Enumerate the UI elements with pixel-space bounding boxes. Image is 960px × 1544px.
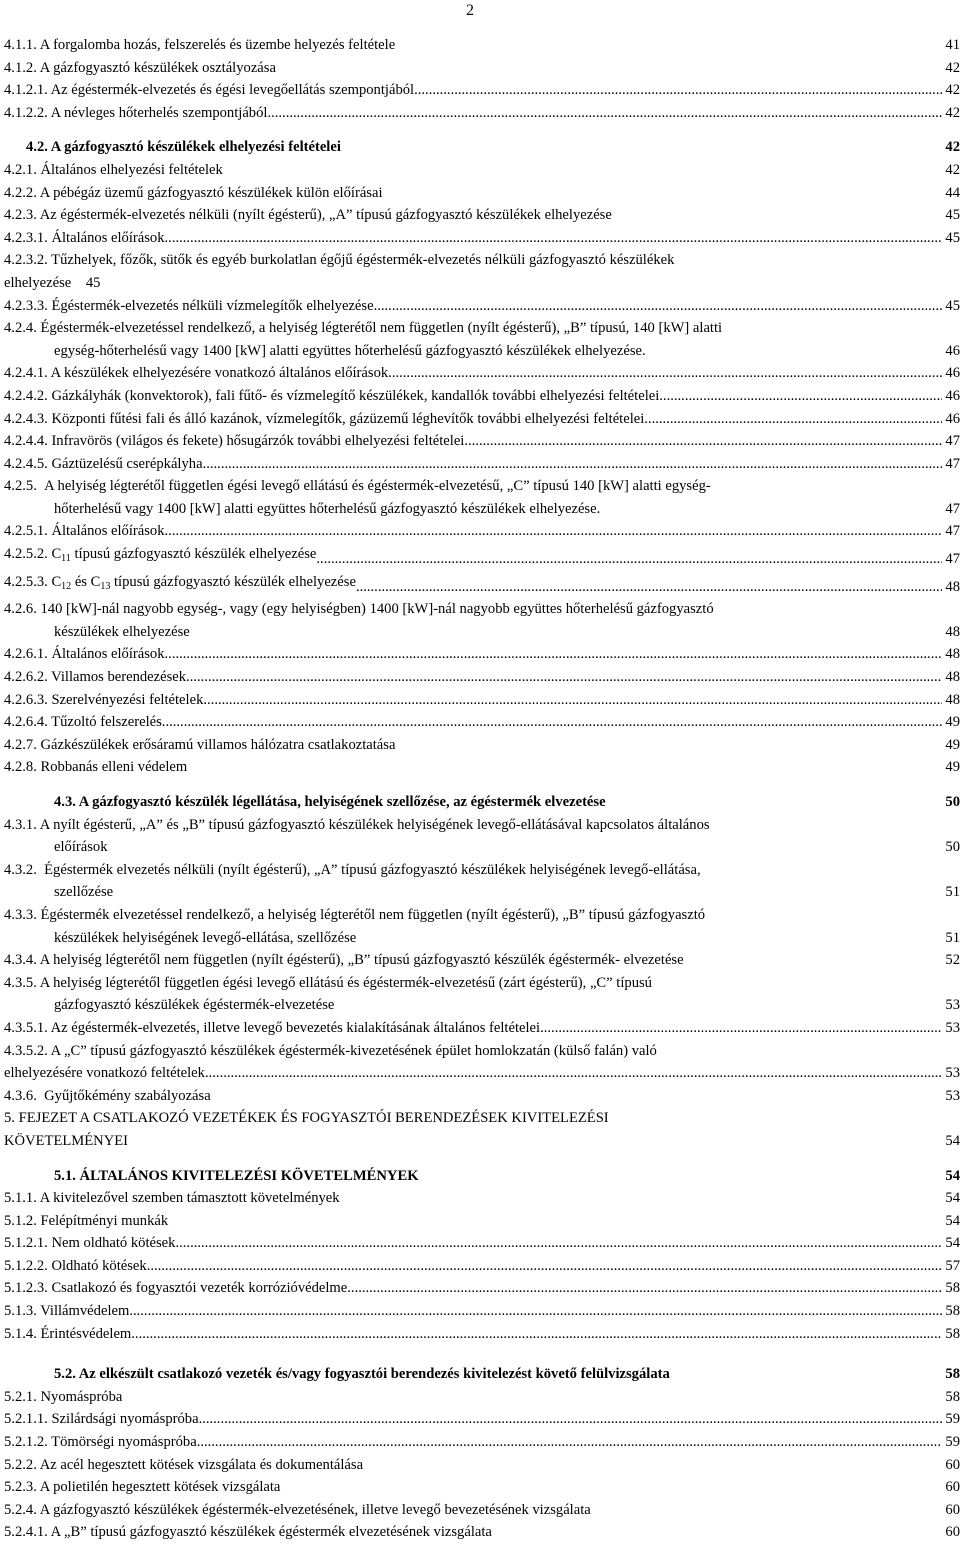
toc-entry-4-3-5-1[interactable] bbox=[4, 1017, 960, 1040]
toc-page: 49 bbox=[945, 759, 960, 776]
toc-entry-4-3-3[interactable] bbox=[4, 904, 960, 949]
dot-leader bbox=[659, 385, 942, 408]
toc-entry-5-2-4[interactable] bbox=[4, 1499, 960, 1522]
dot-leader bbox=[203, 453, 943, 476]
toc-heading-4-2[interactable] bbox=[4, 136, 960, 159]
toc-title: típusú gázfogyasztó készülék elhelyezése bbox=[110, 573, 356, 590]
dot-leader bbox=[129, 1300, 942, 1323]
toc-page: 53 bbox=[945, 1019, 960, 1036]
toc-page: 46 bbox=[945, 342, 960, 359]
toc-page: 42 bbox=[945, 161, 960, 178]
toc-number: 4.2.2. bbox=[4, 184, 37, 201]
toc-page: 58 bbox=[945, 1303, 960, 1320]
toc-number: 4.2.4. bbox=[4, 320, 37, 337]
toc-title: Gázkészülékek erősáramú villamos hálózatra csatlakoztatása bbox=[40, 736, 396, 753]
toc-number: 5.2.1.1. bbox=[4, 1411, 48, 1428]
toc-title: A készülékek elhelyezésére vonatkozó általános előírások bbox=[50, 365, 389, 382]
toc-entry-4-2-3-3[interactable] bbox=[4, 295, 960, 318]
dot-leader bbox=[347, 1277, 942, 1300]
toc-page: 50 bbox=[945, 794, 960, 810]
toc-title: A polietilén hegesztett kötések vizsgálata bbox=[39, 1479, 281, 1496]
toc-entry-4-2-8[interactable] bbox=[4, 756, 960, 779]
toc-page: 53 bbox=[945, 1087, 960, 1104]
toc-page: 47 bbox=[945, 500, 960, 517]
toc-title: A „B” típusú gázfogyasztó készülékek égéstermék elvezetésének vizsgálata bbox=[50, 1524, 492, 1541]
toc-page: 58 bbox=[945, 1325, 960, 1342]
toc-title-cont: elhelyezésére vonatkozó feltételek bbox=[4, 1065, 205, 1082]
toc-page: 54 bbox=[945, 1212, 960, 1229]
toc-number: 4.3.2. bbox=[4, 861, 37, 878]
dot-leader bbox=[267, 102, 942, 125]
toc-title: Égéstermék-elvezetés nélküli vízmelegítők elhelyezése bbox=[51, 297, 374, 314]
toc-title: A helyiség légterétől független égési levegő ellátású és égéstermék-elvezetésű (zárt égésterű), „C” típusú bbox=[39, 974, 652, 991]
dot-leader bbox=[374, 295, 943, 318]
dot-leader bbox=[165, 643, 943, 666]
toc-page: 58 bbox=[945, 1388, 960, 1405]
toc-number: 4.2.6.4. bbox=[4, 714, 48, 731]
toc-number: 4.2.8. bbox=[4, 759, 37, 776]
toc-number: 5.2.4.1. bbox=[4, 1524, 48, 1541]
toc-title: Az elkészült csatlakozó vezeték és/vagy fogyasztói berendezés kivitelezést követő felülvizsgálata bbox=[78, 1366, 670, 1383]
toc-number: 4.2.4.2. bbox=[4, 387, 48, 404]
toc-title: Villámvédelem bbox=[40, 1303, 130, 1320]
toc-number: 4.2.4.5. bbox=[4, 455, 48, 472]
toc-page: 47 bbox=[945, 523, 960, 540]
toc-number: 4.1.2. bbox=[4, 59, 37, 76]
toc-title: típusú gázfogyasztó készülék elhelyezése bbox=[70, 546, 317, 563]
toc-page: 45 bbox=[945, 229, 960, 246]
toc-heading-5-2[interactable] bbox=[4, 1363, 960, 1386]
toc-page: 45 bbox=[945, 297, 960, 314]
toc-entry-4-3-1[interactable] bbox=[4, 814, 960, 859]
toc-heading-4-3[interactable] bbox=[4, 791, 960, 814]
toc-entry-4-2-5-1[interactable] bbox=[4, 520, 960, 543]
dot-leader bbox=[197, 1431, 943, 1454]
toc-page: 52 bbox=[945, 952, 960, 969]
toc-page: 53 bbox=[945, 997, 960, 1014]
toc-number: 5.2.1. bbox=[4, 1388, 37, 1405]
toc-entry-4-2-6-2[interactable] bbox=[4, 666, 960, 689]
toc-page: 50 bbox=[945, 839, 960, 856]
toc-entry-4-2-1[interactable] bbox=[4, 159, 960, 182]
toc-number: 4.3. bbox=[54, 794, 76, 810]
dot-leader bbox=[131, 1323, 942, 1346]
toc-entry-4-2-4-4[interactable] bbox=[4, 430, 960, 453]
toc-entry-5-2-1[interactable] bbox=[4, 1386, 960, 1409]
toc-page: 54 bbox=[945, 1132, 960, 1149]
toc-page: 41 bbox=[945, 37, 960, 53]
toc-title: Szerelvényezési feltételek bbox=[51, 691, 204, 708]
toc-number: 4.2.5.3. bbox=[4, 573, 48, 590]
toc-page: 47 bbox=[945, 551, 960, 568]
toc-entry-4-2-4[interactable] bbox=[4, 317, 960, 362]
toc-page: 49 bbox=[945, 736, 960, 753]
toc-title: A helyiség légterétől független égési levegő ellátású és égéstermék-elvezetésű, „C” típusú 140 [kW] alatti egység- bbox=[44, 478, 711, 495]
toc-title: Gáztüzelésű cserépkályha bbox=[51, 455, 203, 472]
toc-title: Érintésvédelem bbox=[40, 1325, 132, 1342]
toc-page: 51 bbox=[945, 929, 960, 946]
toc-title: Égéstermék-elvezetéssel rendelkező, a helyiség légterétől nem független (nyílt égésterű), „B” típusú, 140 [kW] alatti bbox=[40, 320, 723, 337]
dot-leader bbox=[186, 666, 942, 689]
subscript: 11 bbox=[61, 553, 71, 565]
dot-leader bbox=[644, 408, 942, 431]
toc-page: 58 bbox=[945, 1366, 960, 1383]
toc-title: A gázfogyasztó készülékek osztályozása bbox=[39, 59, 276, 76]
toc-entry-5-1-2-3[interactable] bbox=[4, 1277, 960, 1300]
toc-number: 5.2.3. bbox=[4, 1479, 37, 1496]
toc-page: 60 bbox=[945, 1524, 960, 1541]
toc-title: 140 [kW]-nál nagyobb egység-, vagy (egy helyiségben) 1400 [kW]-nál nagyobb együttes hőterhelésű gázfogyasztó bbox=[40, 601, 714, 618]
toc-entry-5-1-2-1[interactable] bbox=[4, 1232, 960, 1255]
toc-entry-5-1-4[interactable] bbox=[4, 1323, 960, 1346]
toc-page: 49 bbox=[945, 714, 960, 731]
toc-entry-4-3-5[interactable] bbox=[4, 972, 960, 1017]
toc-page: 59 bbox=[945, 1411, 960, 1428]
toc-title: A helyiség légterétől nem független (nyílt égésterű), „B” típusú gázfogyasztó készülék égéstermék- elvezetése bbox=[39, 952, 684, 969]
toc-entry-4-3-6[interactable] bbox=[4, 1085, 960, 1108]
toc-title-cont: gázfogyasztó készülékek égéstermék-elvezetése bbox=[54, 997, 335, 1014]
toc-title: Robbanás elleni védelem bbox=[40, 759, 188, 776]
toc-number: 4.2.3. bbox=[4, 207, 37, 224]
dot-leader bbox=[540, 1017, 942, 1040]
toc-page: 58 bbox=[945, 1280, 960, 1297]
toc-page: 60 bbox=[945, 1479, 960, 1496]
toc-page: 45 bbox=[85, 274, 101, 291]
toc-title-cont: hőterhelésű vagy 1400 [kW] alatti együttes hőterhelésű gázfogyasztó készülékek elhelyezése. bbox=[54, 500, 601, 517]
toc-title: C bbox=[51, 573, 62, 590]
toc-title: Felépítményi munkák bbox=[40, 1212, 169, 1229]
dot-leader bbox=[464, 430, 942, 453]
dot-leader bbox=[205, 1062, 942, 1085]
toc-title: Csatlakozó és fogyasztói vezeték korrózióvédelme bbox=[51, 1280, 348, 1297]
toc-number: 5.1.3. bbox=[4, 1303, 37, 1320]
toc-page: 48 bbox=[945, 669, 960, 686]
toc-number: 4.2.1. bbox=[4, 161, 37, 178]
dot-leader bbox=[316, 548, 942, 571]
toc-entry-4-2-4-3[interactable] bbox=[4, 408, 960, 431]
toc-title: A gázfogyasztó készülékek elhelyezési feltételei bbox=[50, 139, 341, 156]
dot-leader bbox=[147, 1255, 943, 1278]
toc-entry-5-2-1-2[interactable] bbox=[4, 1431, 960, 1454]
toc-page: 51 bbox=[945, 884, 960, 901]
toc-entry-5-2-3[interactable] bbox=[4, 1476, 960, 1499]
toc-entry-4-3-4[interactable] bbox=[4, 949, 960, 972]
toc-title: A kivitelezővel szemben támasztott követelmények bbox=[39, 1190, 340, 1207]
toc-entry-4-2-3-1[interactable] bbox=[4, 227, 960, 250]
toc-entry-4-3-5-2[interactable] bbox=[4, 1040, 960, 1085]
toc-title-cont: készülékek elhelyezése bbox=[54, 623, 190, 640]
toc-entry-4-3-2[interactable] bbox=[4, 859, 960, 904]
toc-number: 4.2.5. bbox=[4, 478, 37, 495]
toc-number: 4.2.4.3. bbox=[4, 410, 48, 427]
toc-number: 4.1.2.2. bbox=[4, 104, 48, 121]
toc-number: 4.2.5.1. bbox=[4, 523, 48, 540]
table-of-contents bbox=[4, 34, 960, 1544]
toc-title: A gázfogyasztó készülékek égéstermék-elvezetésének, illetve levegő bevezetésének vizsgálata bbox=[39, 1501, 591, 1518]
toc-title: Általános elhelyezési feltételek bbox=[40, 161, 223, 178]
toc-title: Égéstermék elvezetéssel rendelkező, a helyiség légterétől nem független (nyílt égésterű), „B” típusú gázfogyasztó bbox=[40, 906, 706, 923]
toc-title-cont: KÖVETELMÉNYEI bbox=[4, 1132, 129, 1149]
toc-page: 46 bbox=[945, 365, 960, 382]
dot-leader bbox=[356, 576, 942, 599]
toc-number: 5.2.2. bbox=[4, 1456, 37, 1473]
toc-number: 4.1.1. bbox=[4, 37, 37, 53]
toc-title: Gázkályhák (konvektorok), fali fűtő- és vízmelegítő készülékek, kandallók további elhelyezési feltételei bbox=[51, 387, 660, 404]
toc-page: 42 bbox=[945, 104, 960, 121]
toc-number: 5.1.2. bbox=[4, 1212, 37, 1229]
toc-number: 4.3.4. bbox=[4, 952, 37, 969]
toc-number: 4.2.6.2. bbox=[4, 669, 48, 686]
toc-page: 57 bbox=[945, 1257, 960, 1274]
toc-page: 42 bbox=[945, 59, 960, 76]
toc-page: 48 bbox=[945, 623, 960, 640]
toc-title: C bbox=[51, 546, 62, 563]
toc-title: A „C” típusú gázfogyasztó készülékek égéstermék-kivezetésének épület homlokzatán (külső falán) való bbox=[50, 1042, 657, 1059]
page-number: 2 bbox=[466, 2, 474, 19]
toc-title: A névleges hőterhelés szempontjából bbox=[50, 104, 268, 121]
toc-entry-4-2-4-1[interactable] bbox=[4, 362, 960, 385]
toc-entry-4-2-3[interactable] bbox=[4, 204, 960, 227]
toc-number: 4.2.5.2. bbox=[4, 546, 48, 563]
toc-number: 4.3.5. bbox=[4, 974, 37, 991]
toc-title: Általános előírások bbox=[51, 646, 165, 663]
toc-entry-4-2-5-2[interactable] bbox=[4, 543, 960, 571]
toc-page: 54 bbox=[945, 1190, 960, 1207]
toc-entry-4-1-2-1[interactable] bbox=[4, 79, 960, 102]
toc-title: ÁLTALÁNOS KIVITELEZÉSI KÖVETELMÉNYEK bbox=[79, 1167, 419, 1184]
toc-entry-4-2-6[interactable] bbox=[4, 598, 960, 643]
toc-title: Égéstermék elvezetés nélküli (nyílt égésterű), „A” típusú gázfogyasztó készülékek helyiségének levegő-ellátása, bbox=[44, 861, 701, 878]
toc-entry-4-2-2[interactable] bbox=[4, 182, 960, 205]
toc-page: 47 bbox=[945, 433, 960, 450]
toc-title: Központi fűtési fali és álló kazánok, vízmelegítők, gázüzemű léghevítők további elhelyezési feltételei bbox=[51, 410, 645, 427]
toc-entry-4-2-6-1[interactable] bbox=[4, 643, 960, 666]
toc-number: 4.2.6.3. bbox=[4, 691, 48, 708]
toc-page: 60 bbox=[945, 1456, 960, 1473]
toc-entry-5-1-1[interactable] bbox=[4, 1187, 960, 1210]
toc-title: Tűzoltó felszerelés bbox=[51, 714, 162, 731]
toc-entry-5-2-2[interactable] bbox=[4, 1454, 960, 1477]
toc-title: Nyomáspróba bbox=[40, 1388, 123, 1405]
toc-entry-5-2-4-1[interactable] bbox=[4, 1521, 960, 1544]
dot-leader bbox=[165, 227, 943, 250]
toc-number: 5. bbox=[4, 1110, 15, 1127]
toc-chapter-5[interactable] bbox=[4, 1107, 960, 1152]
toc-number: 4.3.5.2. bbox=[4, 1042, 48, 1059]
toc-number: 5.1.1. bbox=[4, 1190, 37, 1207]
toc-entry-4-2-4-5[interactable] bbox=[4, 453, 960, 476]
dot-leader bbox=[388, 362, 942, 385]
toc-entry-4-2-6-3[interactable] bbox=[4, 689, 960, 712]
toc-number: 4.1.2.1. bbox=[4, 82, 48, 99]
toc-entry-5-1-2-2[interactable] bbox=[4, 1255, 960, 1278]
toc-title-cont: elhelyezése bbox=[4, 274, 72, 291]
toc-title: Villamos berendezések bbox=[51, 669, 187, 686]
dot-leader bbox=[175, 1232, 942, 1255]
dot-leader bbox=[414, 79, 942, 102]
toc-entry-5-2-1-1[interactable] bbox=[4, 1408, 960, 1431]
toc-title: Általános előírások bbox=[51, 523, 165, 540]
toc-number: 4.2.6. bbox=[4, 601, 37, 618]
toc-number: 5.2.1.2. bbox=[4, 1434, 48, 1451]
toc-number: 5.1.4. bbox=[4, 1325, 37, 1342]
toc-entry-4-2-4-2[interactable] bbox=[4, 385, 960, 408]
toc-number: 4.2.3.1. bbox=[4, 229, 48, 246]
toc-page: 54 bbox=[945, 1235, 960, 1252]
toc-number: 4.3.5.1. bbox=[4, 1019, 48, 1036]
toc-title: Szilárdsági nyomáspróba bbox=[51, 1411, 199, 1428]
toc-number: 4.2.7. bbox=[4, 736, 37, 753]
toc-page: 54 bbox=[945, 1167, 960, 1184]
toc-title: Tömörségi nyomáspróba bbox=[51, 1434, 197, 1451]
toc-title: Az égéstermék-elvezetés és égési levegőellátás szempontjából bbox=[50, 82, 415, 99]
dot-leader bbox=[165, 520, 943, 543]
toc-entry-4-1-2-2[interactable] bbox=[4, 102, 960, 125]
toc-number: 4.3.6. bbox=[4, 1087, 37, 1104]
dot-leader bbox=[203, 689, 942, 712]
toc-entry-4-2-3-2[interactable] bbox=[4, 249, 960, 294]
toc-page: 42 bbox=[945, 82, 960, 99]
toc-entry-4-2-6-4[interactable] bbox=[4, 711, 960, 734]
toc-page: 48 bbox=[945, 578, 960, 595]
toc-title-cont: egység-hőterhelésű vagy 1400 [kW] alatti együttes hőterhelésű gázfogyasztó készülékek elhelyezése. bbox=[54, 342, 646, 359]
toc-number: 4.2.6.1. bbox=[4, 646, 48, 663]
toc-page: 48 bbox=[945, 691, 960, 708]
subscript: 12 bbox=[61, 580, 72, 592]
toc-page: 44 bbox=[945, 184, 960, 201]
toc-number: 5.1. bbox=[54, 1167, 76, 1184]
toc-title-cont: szellőzése bbox=[54, 884, 114, 901]
toc-title: A gázfogyasztó készülék légellátása, helyiségének szellőzése, az égéstermék elvezetése bbox=[78, 794, 606, 810]
toc-page: 46 bbox=[945, 387, 960, 404]
toc-entry-5-1-2[interactable] bbox=[4, 1210, 960, 1233]
toc-title: Infravörös (világos és fekete) hősugárzók további elhelyezési feltételei bbox=[51, 433, 465, 450]
toc-title: A forgalomba hozás, felszerelés és üzembe helyezés feltétele bbox=[39, 37, 396, 53]
dot-leader bbox=[199, 1408, 943, 1431]
toc-entry-4-1-2[interactable] bbox=[4, 57, 960, 80]
toc-heading-5-1[interactable] bbox=[4, 1165, 960, 1188]
toc-entry-4-1-1[interactable] bbox=[4, 34, 960, 57]
subscript: 13 bbox=[100, 580, 111, 592]
toc-title: Gyűjtőkémény szabályozása bbox=[44, 1087, 211, 1104]
toc-title: Az égéstermék-elvezetés, illetve levegő bevezetés kialakításának általános feltételei bbox=[50, 1019, 541, 1036]
toc-page: 46 bbox=[945, 410, 960, 427]
toc-page: 48 bbox=[945, 646, 960, 663]
toc-number: 4.2. bbox=[26, 139, 48, 156]
toc-number: 5.2.4. bbox=[4, 1501, 37, 1518]
toc-title: Oldható kötések bbox=[51, 1257, 147, 1274]
toc-number: 4.2.3.2. bbox=[4, 252, 48, 269]
toc-page: 45 bbox=[945, 207, 960, 224]
toc-entry-4-2-5-3[interactable] bbox=[4, 571, 960, 599]
toc-page: 59 bbox=[945, 1434, 960, 1451]
toc-number: 5.1.2.2. bbox=[4, 1257, 48, 1274]
toc-title: FEJEZET A CSATLAKOZÓ VEZETÉKEK ÉS FOGYASZTÓI BERENDEZÉSEK KIVITELEZÉSI bbox=[18, 1110, 609, 1127]
toc-title: A pébégáz üzemű gázfogyasztó készülékek külön előírásai bbox=[39, 184, 383, 201]
toc-title-cont: készülékek helyiségének levegő-ellátása, szellőzése bbox=[54, 929, 357, 946]
toc-title: Tűzhelyek, főzők, sütők és egyéb burkolatlan égőjű égéstermék-elvezetés nélküli gázfogyasztó készülékek bbox=[51, 252, 675, 269]
toc-number: 5.1.2.3. bbox=[4, 1280, 48, 1297]
toc-number: 4.2.4.4. bbox=[4, 433, 48, 450]
toc-number: 4.2.3.3. bbox=[4, 297, 48, 314]
toc-page: 42 bbox=[945, 139, 960, 156]
toc-title-cont: előírások bbox=[54, 839, 108, 856]
toc-entry-4-2-5[interactable] bbox=[4, 475, 960, 520]
toc-number: 4.2.4.1. bbox=[4, 365, 48, 382]
toc-page: 53 bbox=[945, 1065, 960, 1082]
toc-number: 5.2. bbox=[54, 1366, 76, 1383]
toc-title: Nem oldható kötések bbox=[51, 1235, 176, 1252]
toc-title: Általános előírások bbox=[51, 229, 165, 246]
toc-entry-5-1-3[interactable] bbox=[4, 1300, 960, 1323]
toc-page: 60 bbox=[945, 1501, 960, 1518]
toc-number: 4.3.3. bbox=[4, 906, 37, 923]
toc-number: 4.3.1. bbox=[4, 816, 37, 833]
toc-title: A nyílt égésterű, „A” és „B” típusú gázfogyasztó készülékek helyiségének levegő-ellátásával kapcsolatos általános bbox=[39, 816, 710, 833]
toc-entry-4-2-7[interactable] bbox=[4, 734, 960, 757]
toc-page: 47 bbox=[945, 455, 960, 472]
toc-number: 5.1.2.1. bbox=[4, 1235, 48, 1252]
toc-title: Az égéstermék-elvezetés nélküli (nyílt égésterű), „A” típusú gázfogyasztó készülékek elhelyezése bbox=[39, 207, 612, 224]
dot-leader bbox=[162, 711, 943, 734]
toc-title: és C bbox=[71, 573, 101, 590]
toc-title: Az acél hegesztett kötések vizsgálata és dokumentálása bbox=[39, 1456, 364, 1473]
